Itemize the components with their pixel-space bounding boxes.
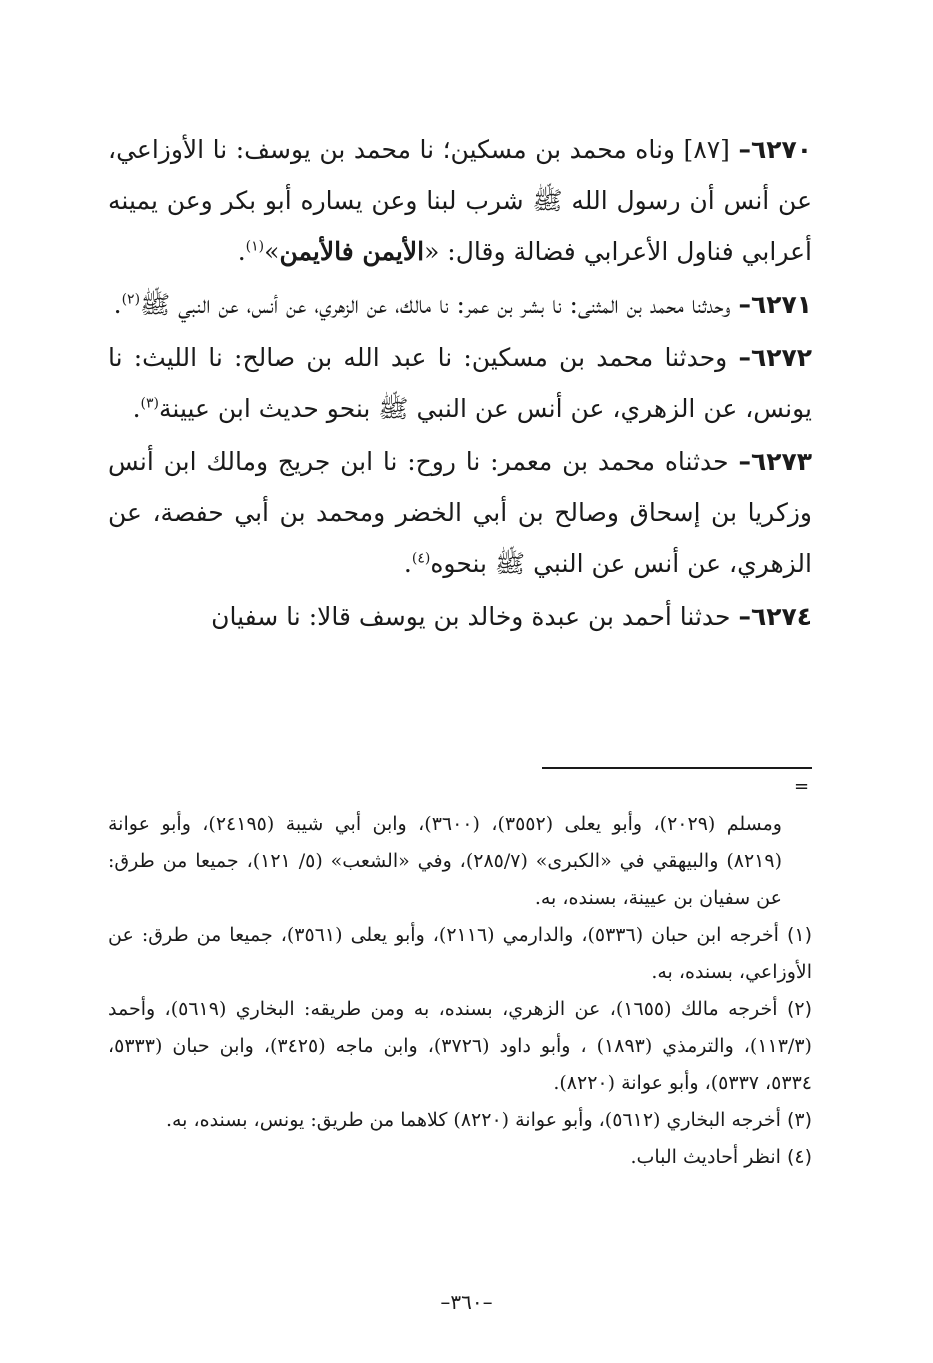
- hadith-quote-close: »: [264, 237, 280, 266]
- footnote-separator-rule: [542, 767, 812, 769]
- page-number: –٣٦٠–: [440, 1290, 493, 1314]
- footnote-text: ومسلم (٢٠٢٩)، وأبو يعلى (٣٥٥٢)، (٣٦٠٠)، وابن أبي شيبة (٢٤١٩٥)، وأبو عوانة (٨٢١٩) والبيهقي في «الكبرى» (٢٨٥/٧)، وفي «الشعب» (٥/ ١٢١)، جميعا من طرق: عن سفيان بن عيينة، بسنده، به.: [108, 813, 782, 909]
- hadith-text: حدثناه محمد بن معمر: نا روح: نا ابن جريج ومالك ابن أنس وزكريا بن إسحاق وصالح بن أبي الخضر ومحمد بن أبي حفصة، عن الزهري، عن أنس عن النبي ﷺ بنحوه: [108, 447, 812, 578]
- hadith-text: وحدثنا محمد بن المثنى: نا بشر بن عمر: نا مالك، عن الزهري، عن أنس، عن النبي ﷺ: [140, 290, 731, 319]
- footnote-label: (١): [786, 924, 813, 946]
- footnote-2: [108, 991, 812, 1102]
- footnotes-section: [108, 806, 812, 1176]
- hadith-text: وحدثنا محمد بن مسكين: نا عبد الله بن صالح: نا الليث: نا يونس، عن الزهري، عن أنس عن النبي ﷺ بنحو حديث ابن عيينة: [108, 343, 812, 423]
- hadith-tail: .: [237, 237, 246, 266]
- hadith-tail: .: [113, 290, 122, 319]
- hadith-number: ٦٢٧٣–: [738, 447, 812, 476]
- hadith-6273: [108, 436, 812, 589]
- footnote-label: (٣): [786, 1109, 812, 1131]
- footnote-text: أخرجه مالك (١٦٥٥)، عن الزهري، بسنده، به ومن طريقه: البخاري (٥٦١٩)، وأحمد (١١٣/٣)، والترمذي (١٨٩٣) ، وأبو داود (٣٧٢٦)، وابن ماجه (٣٤٢٥)، وابن حبان (٥٣٣٣، ٥٣٣٤، ٥٣٣٧)، وأبو عوانة (٨٢٢٠).: [108, 998, 812, 1094]
- hadith-6274: [108, 591, 812, 642]
- footnote-label: (٢): [786, 998, 812, 1020]
- footnote-3: [108, 1102, 812, 1139]
- hadith-tail: .: [403, 549, 412, 578]
- footnote-text: أخرجه البخاري (٥٦١٢)، وأبو عوانة (٨٢٢٠) كلاهما من طريق: يونس، بسنده، به.: [165, 1109, 781, 1131]
- footnote-label: (٤): [786, 1146, 812, 1168]
- footnote-ref: (٤): [411, 550, 431, 567]
- footnote-1: [108, 917, 812, 991]
- hadith-reference: [٨٧]: [683, 135, 730, 164]
- footnote-ref: (١): [245, 238, 265, 255]
- hadith-number: ٦٢٧٤–: [738, 602, 812, 631]
- footnote-text: أخرجه ابن حبان (٥٣٣٦)، والدارمي (٢١١٦)، وأبو يعلى (٣٥٦١)، جميعا من طرق: عن الأوزاعي، بسنده، به.: [108, 924, 812, 983]
- main-text-body: [108, 124, 812, 644]
- hadith-number: ٦٢٧١–: [738, 290, 812, 319]
- footnote-text: انظر أحاديث الباب.: [630, 1146, 781, 1168]
- hadith-6270: [108, 124, 812, 277]
- hadith-6272: [108, 332, 812, 434]
- footnote-continuation: [108, 806, 812, 917]
- footnote-ref: (٣): [140, 395, 159, 412]
- hadith-number: ٦٢٧٠–: [738, 135, 813, 164]
- footnote-ref: (٢): [121, 291, 141, 308]
- hadith-text: وناه محمد بن مسكين؛ نا محمد بن يوسف: نا الأوزاعي، عن أنس أن رسول الله ﷺ شرب لبنا وعن يساره أبو بكر وعن يمينه أعرابي فناول الأعرابي فضالة وقال: «: [108, 135, 812, 266]
- footnote-4: [108, 1139, 812, 1176]
- hadith-number: ٦٢٧٢–: [738, 343, 812, 372]
- hadith-text: حدثنا أحمد بن عبدة وخالد بن يوسف قالا: نا سفيان: [211, 602, 731, 631]
- hadith-quote-bold: الأيمن فالأيمن: [279, 237, 425, 266]
- hadith-6271: [108, 279, 812, 330]
- footnote-continuation-mark: =: [794, 776, 810, 797]
- hadith-tail: .: [132, 394, 141, 423]
